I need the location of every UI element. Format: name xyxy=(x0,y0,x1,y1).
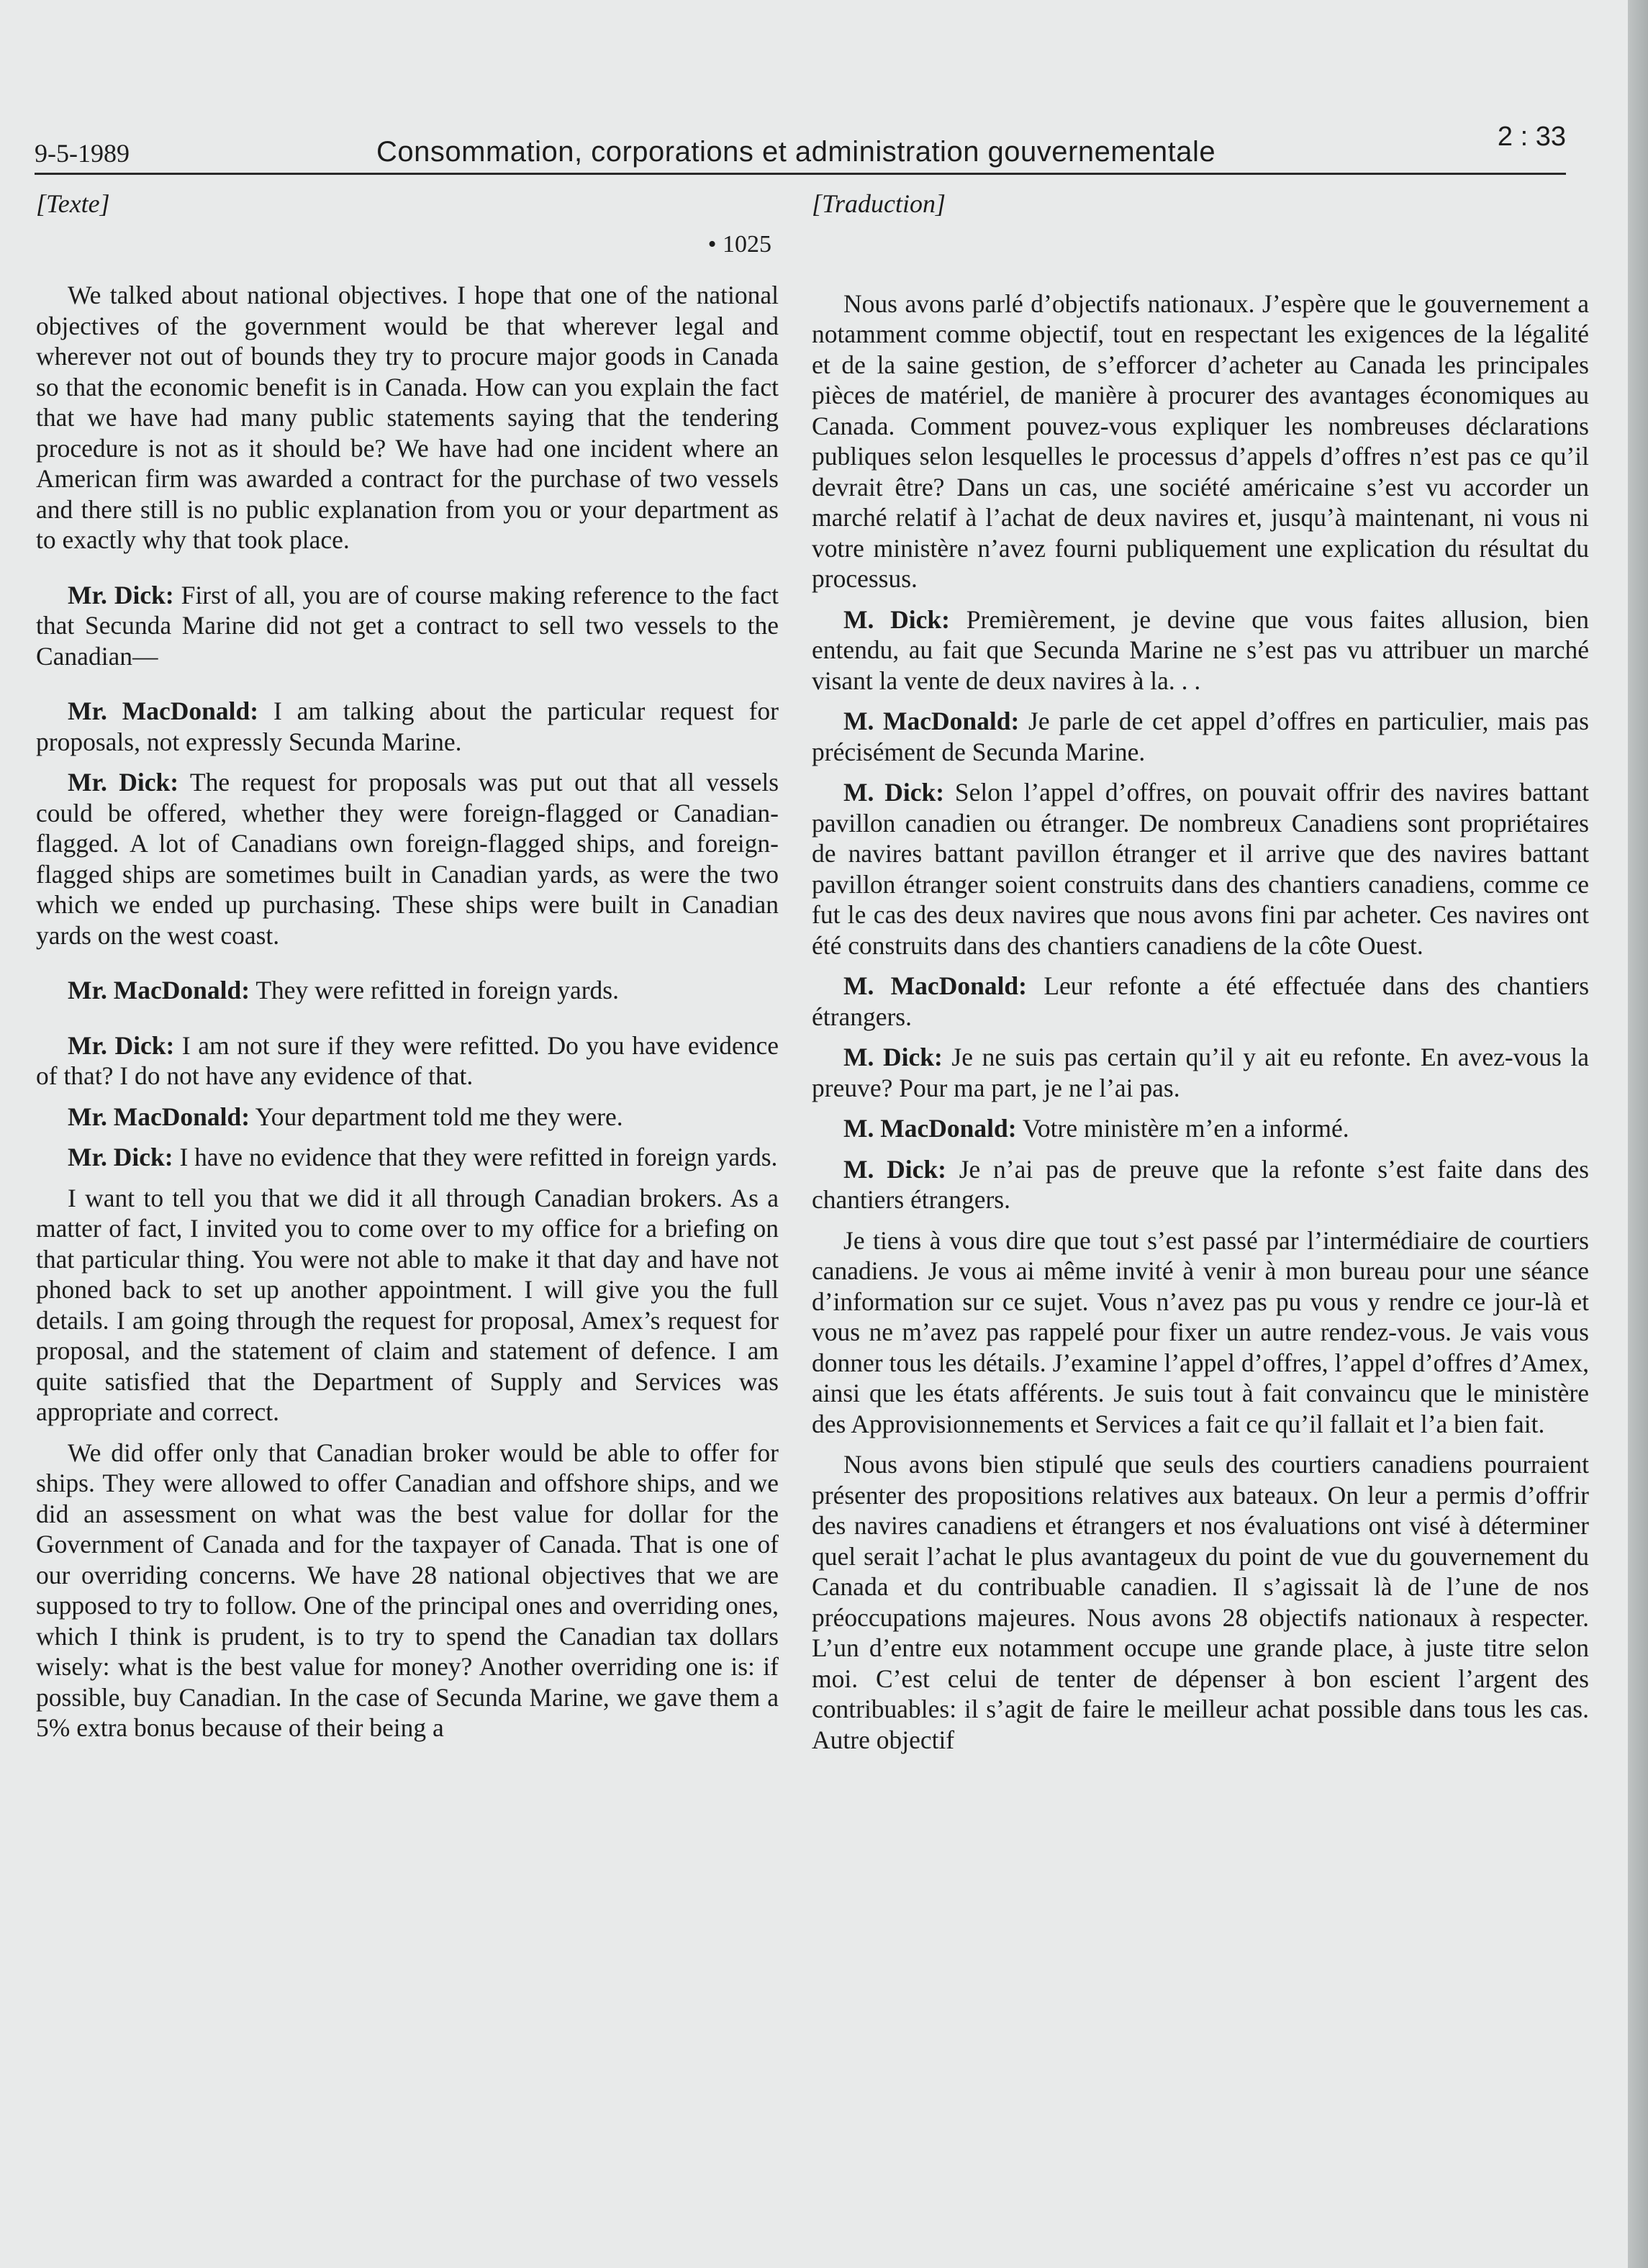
paragraph: M. Dick: Selon l’appel d’offres, on pouvait offrir des navires battant pavillon canadien ou étranger. De nombreux Canadiens sont propriétaires de navires battant pavillon étranger et il arrive que des navires battant pavillon étranger soient construits dans des chantiers canadiens, comme ce fut le cas des deux navires que nous avons fini par acheter. Ces navires ont été construits dans des chantiers canadiens de la côte Ouest. xyxy=(812,778,1589,960)
paragraph: Mr. MacDonald: Your department told me they were. xyxy=(68,1102,623,1131)
paragraph: M. Dick: Je n’ai pas de preuve que la refonte s’est faite dans des chantiers étrangers. xyxy=(812,1154,1589,1214)
speaker-name: Mr. Dick: xyxy=(68,768,179,797)
paragraph: M. Dick: Premièrement, je devine que vous faites allusion, bien entendu, au fait que Secunda Marine ne s’est pas vu attribuer un marché visant la vente de deux navires à la. . . xyxy=(812,604,1590,695)
paragraph: Nous avons parlé d’objectifs nationaux. J’espère que le gouvernement a notamment comme objectif, tout en respectant les exigences de la légalité et de la saine gestion, de s’efforcer d’acheter au Canada les principales pièces de matériel, de manière à procurer des avantages économiques au Canada. Comment pouvez-vous expliquer les nombreuses déclarations publiques selon lesquelles le processus d’appels d’offres n’est pas ce qu’il devrait être? Dans un cas, une société américaine s’est vu accorder un marché relatif à l’achat de deux navires et, jusqu’à maintenant, ni vous ni votre ministère n’avez fourni publiquement une explication du résultat du processus. xyxy=(812,289,1589,593)
speaker-name: M. Dick: xyxy=(843,1043,943,1071)
page-number: 2 : 33 xyxy=(1497,122,1566,152)
column-label-texte: [Texte] xyxy=(36,189,110,218)
paragraph: We did offer only that Canadian broker would be able to offer for ships. They were allowed to offer Canadian and offshore ships, and we did an assessment on what was the best value for dollar for the Government of Canada and for the taxpayer of Canada. That is one of our overriding concerns. We have 28 national objectives that we are supposed to try to follow. One of the principal ones and overriding ones, which I think is prudent, is to try to spend the Canadian tax dollars wisely: what is the best value for money? Another overriding one is: if possible, buy Canadian. In the case of Secunda Marine, we gave them a 5% extra bonus because of their being a xyxy=(36,1438,779,1742)
speaker-name: M. Dick: xyxy=(843,604,950,634)
speaker-name: Mr. MacDonald: xyxy=(68,976,250,1004)
header-title: Consommation, corporations et administration gouvernementale xyxy=(376,136,1216,168)
speaker-name: Mr. Dick: xyxy=(68,1030,175,1060)
paragraph: Mr. MacDonald: I am talking about the particular request for proposals, not expressly Secunda Marine. xyxy=(36,697,779,756)
speaker-name: M. MacDonald: xyxy=(843,707,1020,735)
paragraph: M. MacDonald: Votre ministère m’en a informé. xyxy=(843,1114,1349,1143)
paragraph: Je tiens à vous dire que tout s’est passé par l’intermédiaire de courtiers canadiens. Je vous ai même invité à venir à mon bureau pour une séance d’information sur ce sujet. Vous n’avez pas pu vous y rendre ce jour-là et vous ne m’avez pas rappelé pour fixer un autre rendez-vous. Je vais vous donner tous les détails. J’examine l’appel d’offres, l’appel d’offres d’Amex, ainsi que les états afférents. Je suis tout à fait convaincu que le ministère des Approvisionnements et Services a fait ce qu’il fallait et l’a bien fait. xyxy=(812,1225,1589,1438)
speaker-name: Mr. MacDonald: xyxy=(68,1102,250,1131)
column-label-traduction: [Traduction] xyxy=(812,189,946,218)
speaker-name: M. Dick: xyxy=(843,1154,946,1184)
speaker-name: M. MacDonald: xyxy=(843,1114,1017,1143)
paragraph: I want to tell you that we did it all through Canadian brokers. As a matter of fact, I invited you to come over to my office for a briefing on that particular thing. You were not able to make it that day and have not phoned back to set up another appointment. I will give you the full details. I am going through the request for proposal, Amex’s request for proposal, and the statement of claim and statement of defence. I am quite satisfied that the Department of Supply and Services was appropriate and correct. xyxy=(36,1183,779,1426)
english-column xyxy=(36,189,779,1754)
speaker-name: Mr. Dick: xyxy=(68,1143,173,1171)
paragraph: Nous avons bien stipulé que seuls des courtiers canadiens pourraient présenter des propositions relatives aux bateaux. On leur a permis d’offrir des navires canadiens et étrangers et nos évaluations ont visé à déterminer quel serait l’achat le plus avantageux du point de vue du gouvernement du Canada et du contribuable canadien. Il s’agissait là de l’une de nos préoccupations majeures. Nous avons 28 objectifs nationaux à respecter. L’un d’entre eux notamment occupe une grande place, à juste titre selon moi. C’est celui de tenter de dépenser à bon escient l’argent des contribuables: il s’agit de faire le meilleur achat possible dans tous les cas. Autre objectif xyxy=(812,1450,1589,1754)
speaker-name: M. Dick: xyxy=(843,778,945,807)
page-edge xyxy=(1628,0,1648,2268)
paragraph: Mr. Dick: I have no evidence that they were refitted in foreign yards. xyxy=(68,1143,778,1171)
paragraph: M. Dick: Je ne suis pas certain qu’il y ait eu refonte. En avez-vous la preuve? Pour ma part, je ne l’ai pas. xyxy=(812,1043,1589,1102)
header-date: 9-5-1989 xyxy=(35,139,130,168)
paragraph: Mr. Dick: First of all, you are of course making reference to the fact that Secunda Marine did not get a contract to sell two vessels to the Canadian— xyxy=(36,580,779,671)
paragraph: M. MacDonald: Leur refonte a été effectuée dans des chantiers étrangers. xyxy=(812,971,1590,1031)
paragraph: M. MacDonald: Je parle de cet appel d’offres en particulier, mais pas précisément de Secunda Marine. xyxy=(812,707,1589,766)
page-header xyxy=(35,108,1566,174)
timestamp: • 1025 xyxy=(707,230,771,258)
speaker-name: Mr. MacDonald: xyxy=(68,697,259,725)
speaker-name: Mr. Dick: xyxy=(68,580,174,609)
paragraph: Mr. Dick: The request for proposals was put out that all vessels could be offered, whether they were foreign-flagged or Canadian-flagged. A lot of Canadians own foreign-flagged ships, and foreign-flagged ships are sometimes built in Canadian yards, as were the two which we ended up purchasing. These ships were built in Canadian yards on the west coast. xyxy=(36,768,779,950)
paragraph: Mr. Dick: I am not sure if they were refitted. Do you have evidence of that? I do not have any evidence of that. xyxy=(36,1030,779,1090)
speaker-name: M. MacDonald: xyxy=(843,971,1028,1000)
french-column xyxy=(812,189,1589,1765)
header-rule xyxy=(35,173,1566,175)
paragraph: We talked about national objectives. I hope that one of the national objectives of the government would be that wherever legal and wherever not out of bounds they try to procure major goods in Canada so that the economic benefit is in Canada. How can you explain the fact that we have had many public statements saying that the tendering procedure is not as it should be? We have had one incident where an American firm was awarded a contract for the purchase of two vessels and there still is no public explanation from you or your department as to exactly why that took place. xyxy=(36,281,779,554)
paragraph: Mr. MacDonald: They were refitted in foreign yards. xyxy=(68,976,619,1004)
